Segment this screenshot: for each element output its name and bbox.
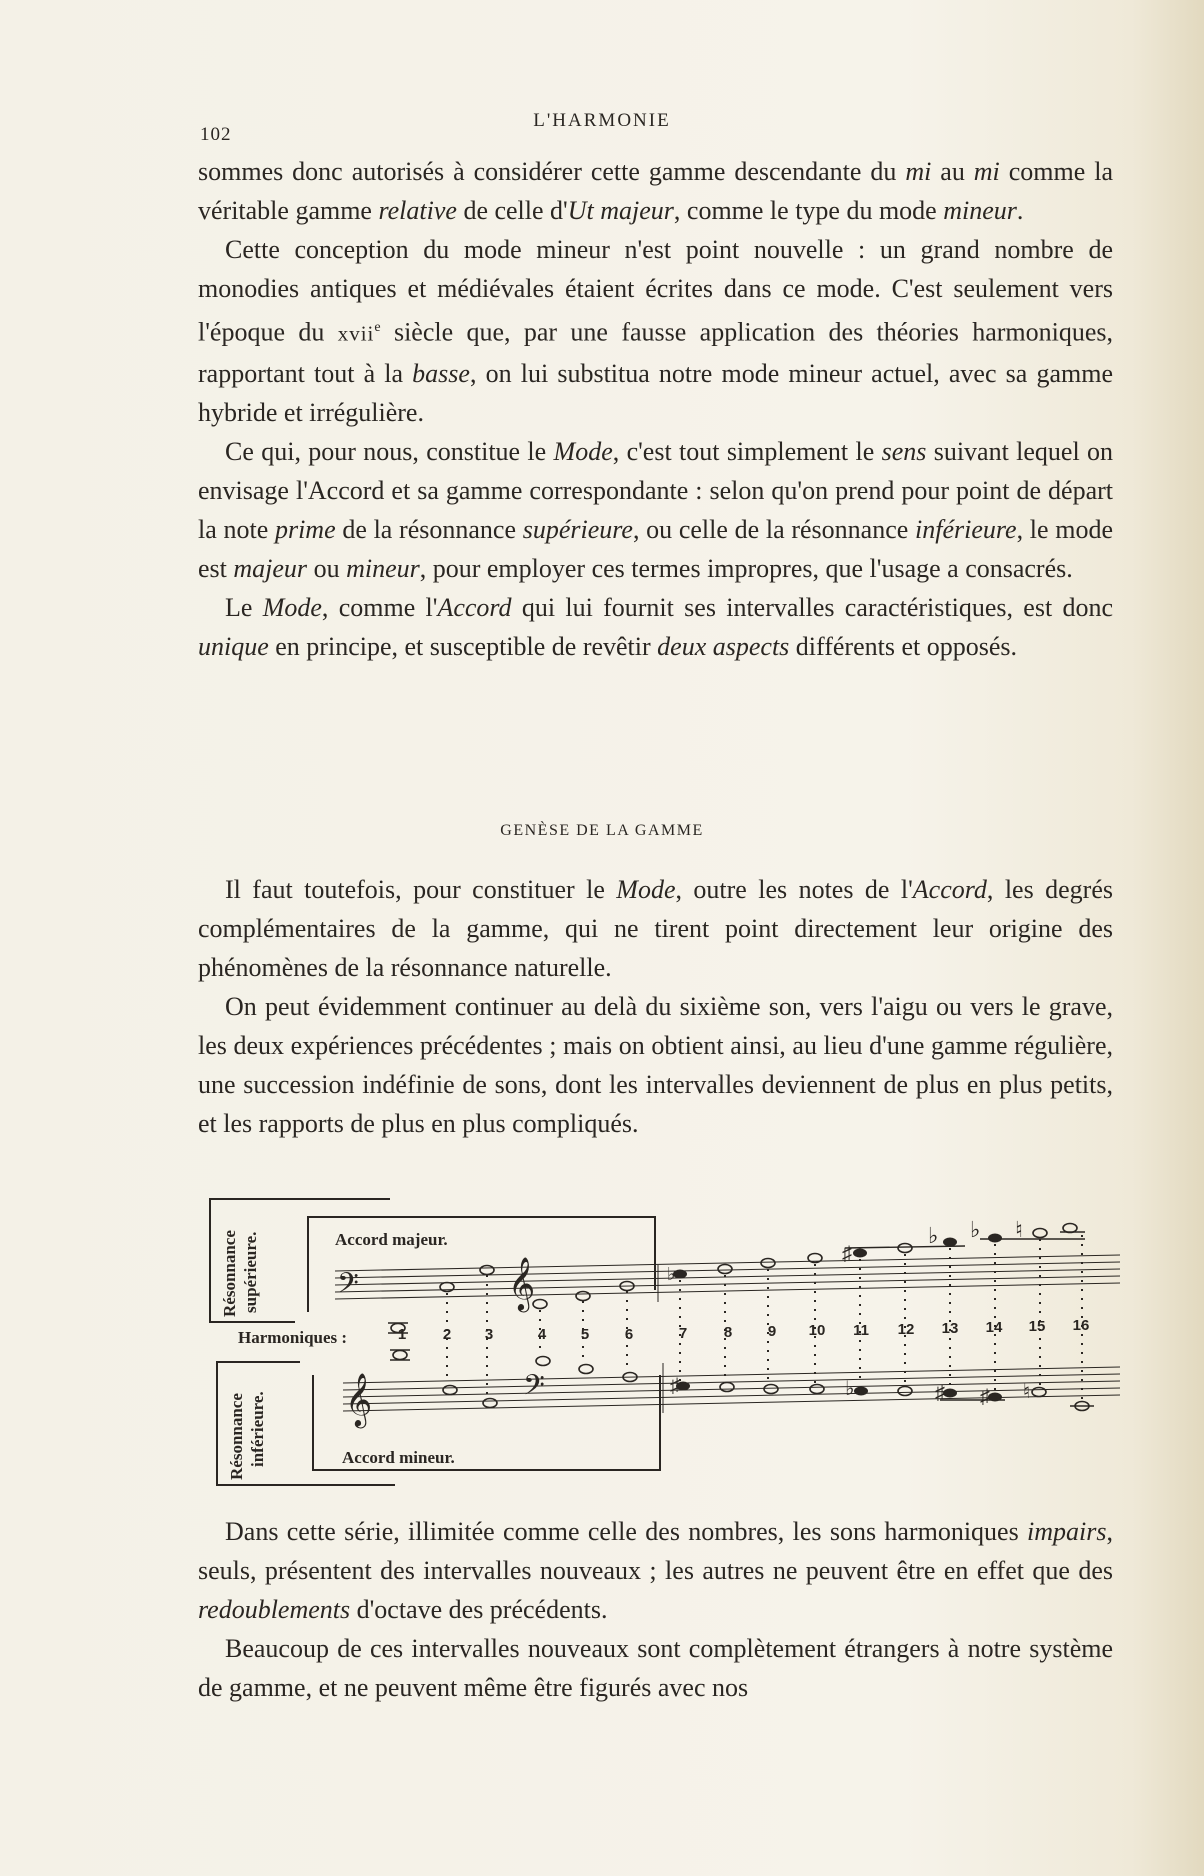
harmonic-number: 7 [678, 1325, 688, 1342]
note-icon [1033, 1229, 1047, 1238]
accidental-flat-icon: ♭ [845, 1378, 855, 1400]
text-block-bottom [198, 1512, 1113, 1707]
harmonic-number: 13 [941, 1320, 959, 1337]
treble-clef-icon: 𝄞 [508, 1258, 536, 1309]
accidental-flat-icon: ♭ [667, 1264, 676, 1284]
accidental-natural-icon: ♮ [1015, 1217, 1023, 1242]
paragraph-4: Le Mode, comme l'Accord qui lui fournit ses intervalles caractéristiques, est donc unique en principe, et susceptible de revêtir deux aspects différents et opposés. [198, 592, 1113, 661]
harmonic-number: 1 [397, 1326, 407, 1343]
harmonic-number: 4 [537, 1326, 547, 1343]
bass-clef-icon: 𝄢 [523, 1371, 545, 1408]
harmonic-number: 14 [985, 1319, 1003, 1336]
page-number: 102 [200, 124, 232, 145]
upper-ledger-lines [388, 1232, 1085, 1333]
paragraph-2: Cette conception du mode mineur n'est point nouvelle : un grand nombre de monodies antiques et médiévales étaient écrites dans ce mode. C'est seulement vers l'époque du xvii$^e$ siècle que, par une fausse application des théories harmoniques, rapportant tout à la basse, on lui substitua notre mode mineur actuel, avec sa gamme hybride et irrégulière. [198, 235, 1113, 427]
accidental-flat-icon: ♭ [970, 1217, 981, 1242]
harmonic-number: 12 [897, 1321, 915, 1338]
accidental-flat-icon: ♭ [928, 1223, 939, 1248]
bass-clef-icon: 𝄢 [337, 1269, 359, 1306]
accord-mineur-label: Accord mineur. [342, 1448, 455, 1467]
text-block-middle [198, 870, 1113, 1143]
harmonic-number: 8 [723, 1324, 733, 1341]
upper-resonance-label: supérieure. [241, 1231, 260, 1313]
harmonic-numbers [398, 1317, 1090, 1343]
paragraph-8: Beaucoup de ces intervalles nouveaux sont complètement étrangers à notre système de gamme, et ne peuvent même être figurés avec nos [198, 1634, 1113, 1702]
lower-resonance-label: inférieure. [248, 1391, 267, 1467]
text-block-top [198, 152, 1113, 666]
treble-clef-icon: 𝄞 [345, 1374, 373, 1425]
upper-filled-notes [673, 1234, 1002, 1279]
accord-majeur-label: Accord majeur. [335, 1230, 448, 1249]
harmonic-number: 9 [767, 1323, 777, 1340]
lower-resonance-label: Résonnance [227, 1393, 246, 1480]
harmonic-number: 16 [1072, 1317, 1090, 1334]
accidental-sharp-icon: ♯ [670, 1375, 680, 1397]
harmonic-number: 6 [624, 1326, 634, 1343]
accidental-sharp-icon: ♯ [842, 1243, 852, 1265]
upper-resonance-label: Résonnance [220, 1230, 239, 1317]
harmoniques-label: Harmoniques : [238, 1328, 348, 1347]
accidental-sharp-icon: ♯ [980, 1386, 990, 1408]
harmonic-number: 5 [580, 1326, 590, 1343]
accidental-sharp-icon: ♯ [935, 1382, 945, 1404]
harmonic-number: 15 [1028, 1318, 1046, 1335]
harmonic-number: 2 [442, 1326, 452, 1343]
lower-staff [343, 1363, 1120, 1413]
harmonic-number: 3 [484, 1326, 494, 1343]
paragraph-3: Ce qui, pour nous, constitue le Mode, c'est tout simplement le sens suivant lequel on envisage l'Accord et sa gamme correspondante : selon qu'on prend pour point de départ la note prime de la résonnance supérieure, ou celle de la résonnance inférieure, le mode est majeur ou mineur, pour employer ces termes impropres, que l'usage a consacrés. [198, 436, 1114, 583]
running-title: L'HARMONIE [533, 110, 671, 131]
harmonic-number: 10 [808, 1322, 826, 1339]
paragraph-5: Il faut toutefois, pour constituer le Mode, outre les notes de l'Accord, les degrés complémentaires de la gamme, qui ne tirent point directement leur origine des phénomènes de la résonnance naturelle. [198, 875, 1113, 982]
paragraph-1: sommes donc autorisés à considérer cette gamme descendante du mi au mi comme la véritable gamme relative de celle d'Ut majeur, comme le type du mode mineur. [198, 157, 1113, 225]
section-title: GENÈSE DE LA GAMME [500, 822, 704, 839]
paragraph-7: Dans cette série, illimitée comme celle des nombres, les sons harmoniques impairs, seuls, présentent des intervalles nouveaux ; les autres ne peuvent être en effet que des redoublements d'octave des précédents. [198, 1517, 1113, 1624]
accidental-natural-icon: ♮ [1023, 1381, 1031, 1403]
harmonics-figure [205, 1195, 1130, 1495]
harmonic-number: 11 [853, 1322, 869, 1339]
upper-staff [335, 1255, 1120, 1302]
paragraph-6: On peut évidemment continuer au delà du sixième son, vers l'aigu ou vers le grave, les deux expériences précédentes ; mais on obtient ainsi, au lieu d'une gamme régulière, une succession indéfinie de sons, dont les intervalles deviennent de plus en plus petits, et les rapports de plus en plus compliqués. [198, 992, 1113, 1138]
